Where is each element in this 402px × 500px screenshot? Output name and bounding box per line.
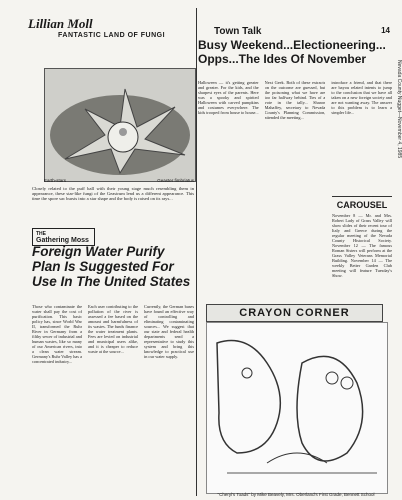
toads-illustration <box>207 323 387 493</box>
carousel-title: CAROUSEL <box>332 196 392 210</box>
toads-drawing <box>206 322 388 494</box>
carousel-text: November 8 — Mr. and Mrs. Robert Lady of Grass Valley will show slides of their recent tour of Italy and Greece during the regular meeting of the Nevada County Historical Society. November 12 — The famous Roman Sisters will perform at the Grass Valley Veterans Memorial Building. November 14 — The weekly Better Garden Club meeting will feature Tuesday's Show. <box>332 213 392 278</box>
foreign-col-3: Currently, the German bases have found an effective way of controlling and eliminating contaminating sources... We suggest that our state and federal health departments send a representative to study this system and bring this knowledge to practical use in our water supply. <box>144 304 194 359</box>
busy-col-2: Next Geek. Both of these extracts on the outcome are guessed, but the poisoning what we have are too far halfway behind. Ties of a vote in the tally... Sharon Mahaffey, secretary to Nevada County's Planning Commission, attended the meeting... <box>264 80 326 120</box>
photo-caption <box>44 178 194 183</box>
gathering-moss-line1: THE <box>36 230 46 237</box>
foreign-col-2: Each user contributing to the pollution of the river is assessed a fee based on the amount and harmfulness of its wastes. The funds finance the water treatment plants. Fees are levied on industrial and municipal users alike, and it is cheaper to reduce waste at the source... <box>88 304 138 354</box>
earthstar-photo <box>44 68 196 182</box>
busy-col-3: introduce a friend, and that there are bayou related intents to jump to the conclusion that we have all taken on a new foreign society and are not wanting away. The answer to this problem is to learn a simpler life... <box>331 80 393 115</box>
busy-weekend-headline: Busy Weekend...Electioneering... Opps...The Ides Of November <box>198 38 386 66</box>
fungi-article-text: Closely related to the puff ball with their young stage much resembling them in appearance, these star-like fungi of the Geastrum lend us a different appearance. This time the spore sac bursts into a star shape and the body is raised on its rays... <box>32 186 194 202</box>
right-column <box>198 8 392 496</box>
fungi-subtitle: FANTASTIC LAND OF FUNGI <box>58 32 166 39</box>
town-talk-label: Town Talk <box>214 26 262 37</box>
column-divider <box>196 8 197 496</box>
foreign-water-headline: Foreign Water Purify Plan Is Suggested For Use In The United States <box>32 244 191 289</box>
lillian-header <box>16 8 195 48</box>
photo-caption-right: Geaster fimbriatus <box>157 178 194 183</box>
photo-caption-left: Earth-stars <box>44 178 67 183</box>
crayon-corner-banner: CRAYON CORNER <box>206 304 383 322</box>
drawing-caption: "Cheryl's Toads" by Mike Beavely, Mrs. Oberland's First Grade, Bennett School <box>217 492 375 497</box>
foreign-col-1: Those who contaminate the water shall pay the cost of purification. This basic policy has, since World War II, transformed the Ruhr River in Germany from a filthy sewer of industrial and human wastes, like so many of our American rivers, into a clean water stream. Germany's Ruhr Valley has a concentrated industry... <box>32 304 82 364</box>
gathering-moss-line2: Gathering Moss <box>36 236 89 244</box>
left-column <box>16 8 195 496</box>
foreign-water-columns <box>32 304 194 500</box>
page-number: 14 <box>381 26 390 35</box>
lillian-logo: Lillian Moll <box>28 16 93 31</box>
vertical-masthead: Nevada County Nugget—November 4, 1985 <box>396 60 402 159</box>
carousel-box <box>332 196 392 278</box>
busy-col-1: Halloween — it's getting greater and greater. For the kids, and the sharpest eyes of the parents. Here was a spooky and spirited Halloween with carved pumpkins and costumes everywhere. The kids trooped from house to house... <box>198 80 259 115</box>
earthstar-image <box>45 69 195 181</box>
